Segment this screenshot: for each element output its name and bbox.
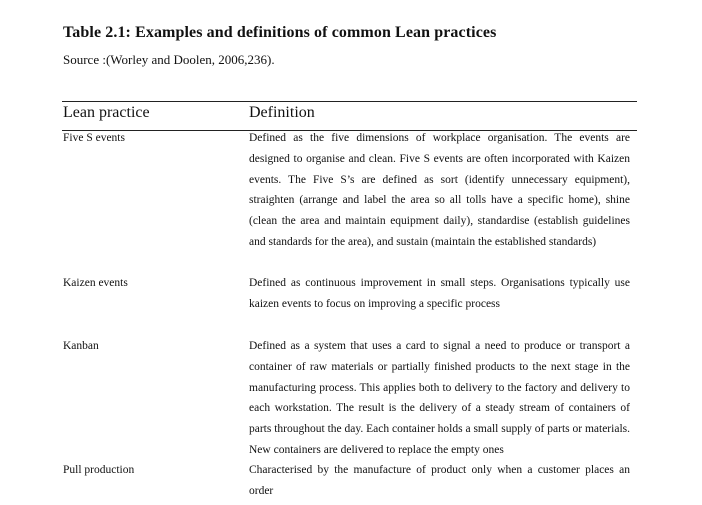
row-term: Five S events	[63, 132, 125, 144]
row-definition: Defined as a system that uses a card to signal a need to produce or transport a container of raw materials or partially finished products to the next stage in the manufacturing process. This applies both to delivery to the factory and delivery to each workstation. The result is the delivery of a steady stream of containers of parts throughout the day. Each container holds a small supply of parts or materials. New containers are delivered to replace the empty ones	[249, 340, 630, 456]
table-top-rule	[62, 101, 637, 102]
row-definition: Characterised by the manufacture of product only when a customer places an order	[249, 464, 630, 497]
table-source: Source :(Worley and Doolen, 2006,236).	[63, 52, 275, 67]
column-header-definition: Definition	[249, 104, 315, 121]
row-definition: Defined as the five dimensions of workplace organisation. The events are designed to organise and clean. Five S events are often incorporated with Kaizen events. The Five S’s are defined as sort (identify unnecessary equipment), straighten (arrange and label the area so all tolls have a specific home), shine (clean the area and maintain equipment daily), standardise (establish guidelines and standards for the area), and sustain (maintain the established standards)	[249, 132, 630, 248]
column-header-lean-practice: Lean practice	[63, 104, 150, 121]
row-term: Kanban	[63, 340, 99, 352]
row-definition: Defined as continuous improvement in small steps. Organisations typically use kaizen events to focus on improving a specific process	[249, 277, 630, 310]
row-term: Pull production	[63, 464, 135, 476]
table-title: Table 2.1: Examples and definitions of common Lean practices	[63, 24, 497, 41]
row-term: Kaizen events	[63, 277, 128, 289]
